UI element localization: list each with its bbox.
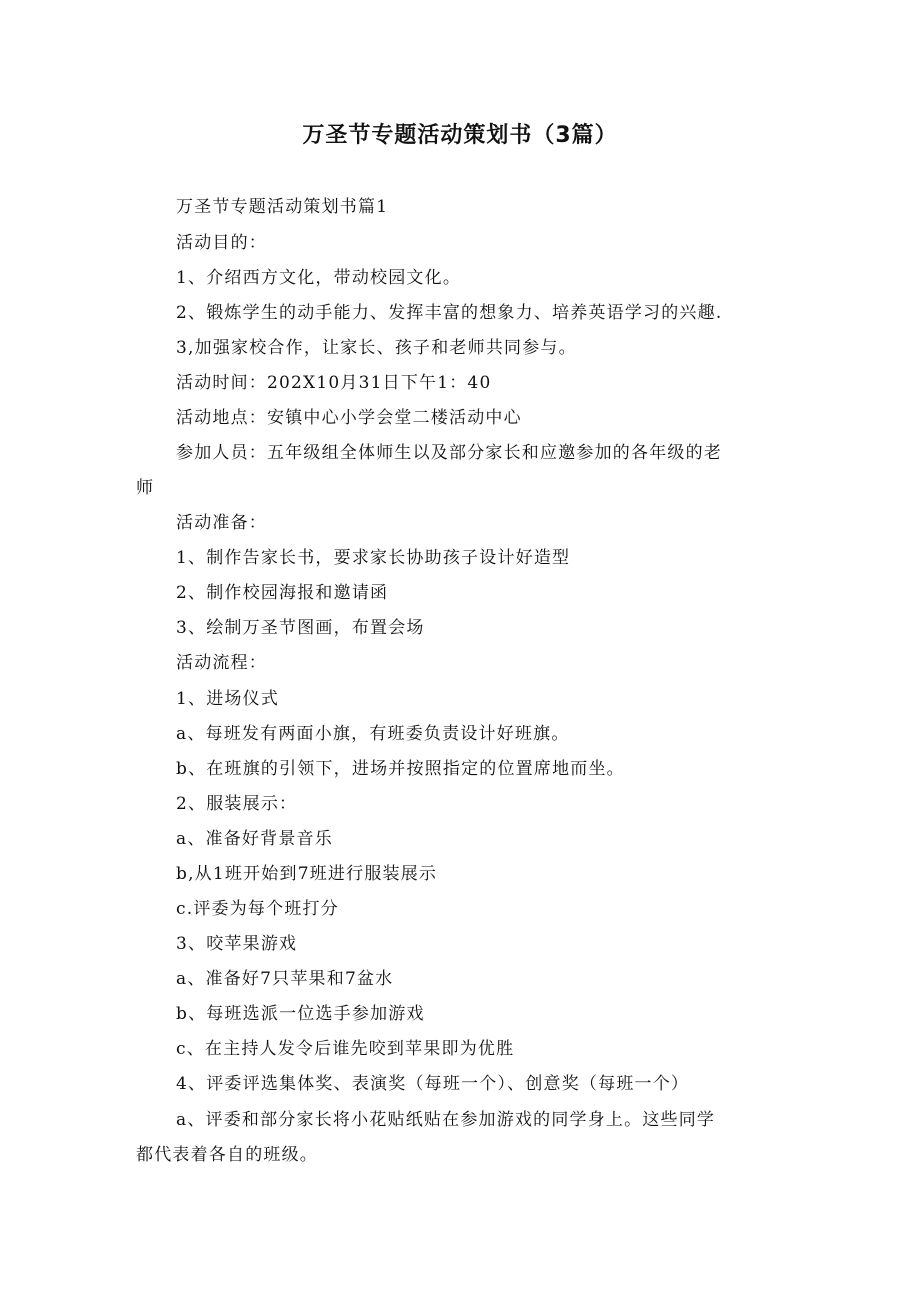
paragraph-line: 2、服装展示：: [176, 794, 298, 814]
paragraph-line: b,从1班开始到7班进行服装展示: [176, 864, 438, 884]
paragraph-line: 2、锻炼学生的动手能力、发挥丰富的想象力、培养英语学习的兴趣.: [176, 303, 723, 323]
paragraph-line: 4、评委评选集体奖、表演奖（每班一个）、创意奖（每班一个）: [176, 1074, 690, 1094]
document-title: 万圣节专题活动策划书（3篇）: [302, 123, 618, 148]
paragraph-line: 1、介绍西方文化，带动校园文化。: [176, 268, 462, 288]
paragraph-line: 3,加强家校合作，让家长、孩子和老师共同参与。: [176, 338, 577, 358]
paragraph-line: 3、绘制万圣节图画，布置会场: [176, 618, 425, 638]
paragraph-line: 1、制作告家长书，要求家长协助孩子设计好造型: [176, 548, 571, 568]
paragraph-line: b、每班选派一位选手参加游戏: [176, 1004, 425, 1024]
paragraph-line: 师: [136, 478, 155, 498]
paragraph-line: 参加人员：五年级组全体师生以及部分家长和应邀参加的各年级的老: [176, 443, 722, 463]
section-heading: 万圣节专题活动策划书篇1: [176, 197, 389, 217]
paragraph-line: 活动时间：202X10月31日下午1：40: [176, 373, 492, 393]
paragraph-line: a、准备好7只苹果和7盆水: [176, 969, 394, 989]
paragraph-line: 3、咬苹果游戏: [176, 934, 298, 954]
paragraph-line: 1、进场仪式: [176, 689, 280, 709]
paragraph-line: 活动目的：: [176, 233, 267, 253]
paragraph-line: a、准备好背景音乐: [176, 829, 333, 849]
paragraph-line: c、在主持人发令后谁先咬到苹果即为优胜: [176, 1039, 515, 1059]
paragraph-line: 都代表着各自的班级。: [136, 1145, 318, 1165]
paragraph-line: 活动准备：: [176, 513, 267, 533]
paragraph-line: a、评委和部分家长将小花贴纸贴在参加游戏的同学身上。这些同学: [176, 1110, 716, 1130]
paragraph-line: b、在班旗的引领下，进场并按照指定的位置席地而坐。: [176, 759, 625, 779]
paragraph-line: 2、制作校园海报和邀请函: [176, 583, 389, 603]
paragraph-line: a、每班发有两面小旗，有班委负责设计好班旗。: [176, 724, 570, 744]
paragraph-line: 活动流程：: [176, 653, 267, 673]
paragraph-line: c.评委为每个班打分: [176, 899, 339, 919]
paragraph-line: 活动地点：安镇中心小学会堂二楼活动中心: [176, 408, 522, 428]
